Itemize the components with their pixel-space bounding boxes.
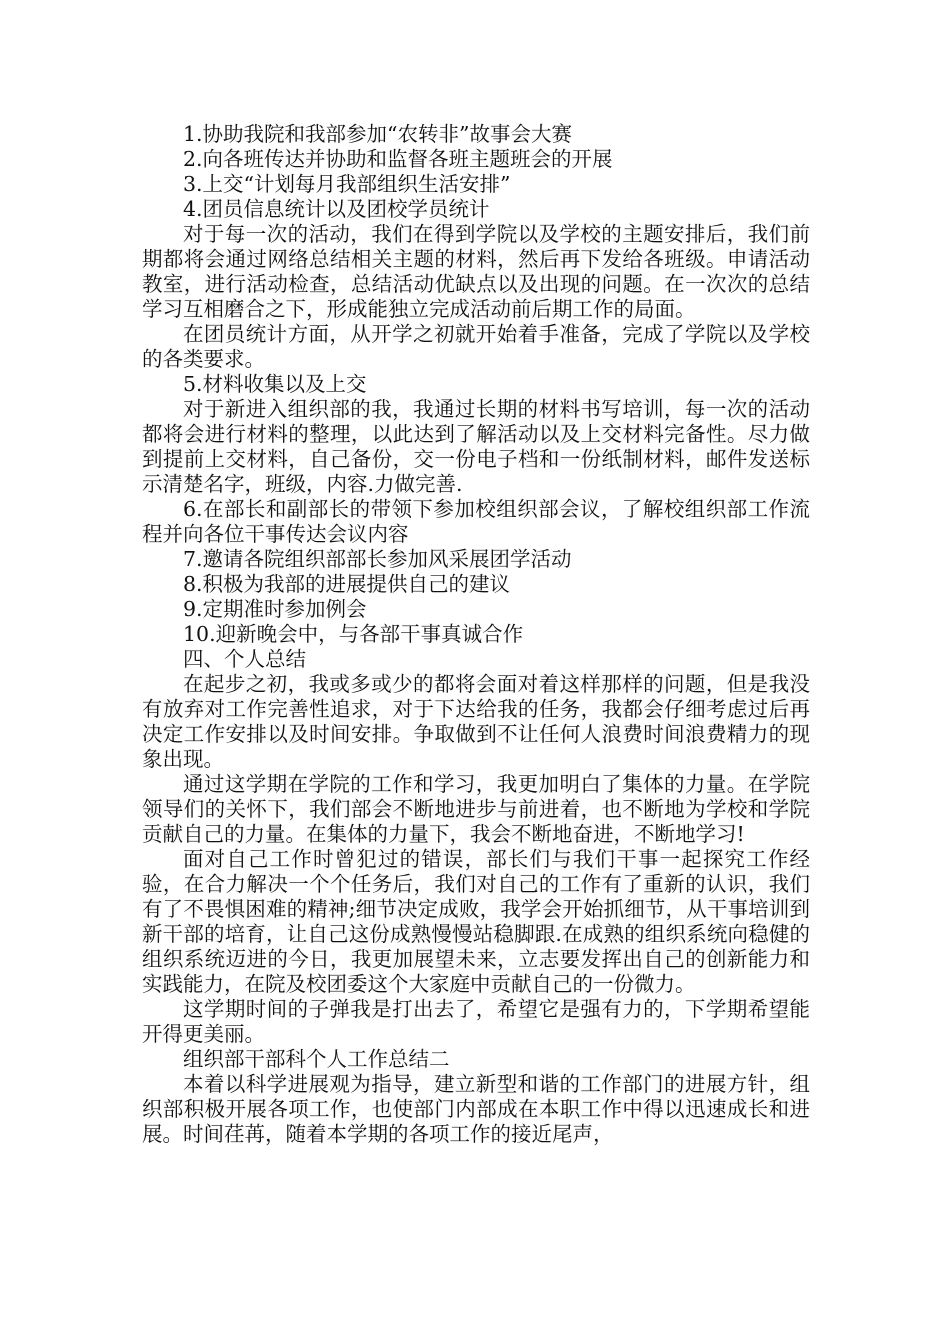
paragraph-beginning: 在起步之初，我或多或少的都将会面对着这样那样的问题，但是我没有放弃对工作完善性追求，对于下达给我的任务，我都会仔细考虑过后再决定工作安排以及时间安排。争取做到不让任何人浪费时间浪费精力的现象出现。 <box>142 672 810 771</box>
paragraph-activities: 对于每一次的活动，我们在得到学院以及学校的主题安排后，我们前期都将会通过网络总结相关主题的材料，然后再下发给各班级。申请活动教室，进行活动检查，总结活动优缺点以及出现的问题。在一次次的总结学习互相磨合之下，形成能独立完成活动前后期工作的局面。 <box>142 222 810 321</box>
list-item-9: 9.定期准时参加例会 <box>183 597 367 621</box>
section-heading-summary-two: 组织部干部科个人工作总结二 <box>183 1047 450 1071</box>
list-item-10: 10.迎新晚会中，与各部干事真诚合作 <box>183 622 524 646</box>
list-item-7: 7.邀请各院组织部部长参加风采展团学活动 <box>183 547 572 571</box>
list-item-3: 3.上交“计划每月我部组织生活安排” <box>183 172 511 196</box>
paragraph-semester-wish: 这学期时间的子弹我是打出去了，希望它是强有力的，下学期希望能开得更美丽。 <box>142 997 810 1046</box>
document-body <box>142 122 810 1147</box>
list-item-5: 5.材料收集以及上交 <box>183 372 367 396</box>
list-item-2: 2.向各班传达并协助和监督各班主题班会的开展 <box>183 147 613 171</box>
section-heading-personal-summary: 四、个人总结 <box>183 647 306 671</box>
paragraph-development: 本着以科学进展观为指导，建立新型和谐的工作部门的进展方针，组织部积极开展各项工作，也使部门内部成在本职工作中得以迅速成长和进展。时间荏苒，随着本学期的各项工作的接近尾声， <box>142 1072 810 1146</box>
list-item-1: 1.协助我院和我部参加“农转非”故事会大赛 <box>183 122 573 146</box>
paragraph-materials: 对于新进入组织部的我，我通过长期的材料书写培训，每一次的活动都将会进行材料的整理，以此达到了解活动以及上交材料完备性。尽力做到提前上交材料，自己备份，交一份电子档和一份纸制材料，邮件发送标示清楚名字，班级，内容.力做完善. <box>142 397 810 496</box>
list-item-4: 4.团员信息统计以及团校学员统计 <box>183 197 490 221</box>
list-item-8: 8.积极为我部的进展提供自己的建议 <box>183 572 511 596</box>
paragraph-mistakes: 面对自己工作时曾犯过的错误，部长们与我们干事一起探究工作经验，在合力解决一个个任务后，我们对自己的工作有了重新的认识，我们有了不畏惧困难的精神;细节决定成败，我学会开始抓细节，从干事培训到新干部的培育，让自己这份成熟慢慢站稳脚跟.在成熟的组织系统向稳健的组织系统迈进的今日，我更加展望未来，立志要发挥出自己的创新能力和实践能力，在院及校团委这个大家庭中贡献自己的一份微力。 <box>142 847 810 996</box>
list-item-6: 6.在部长和副部长的带领下参加校组织部会议，了解校组织部工作流程并向各位干事传达会议内容 <box>142 497 810 546</box>
paragraph-member-statistics: 在团员统计方面，从开学之初就开始着手准备，完成了学院以及学校的各类要求。 <box>142 322 810 371</box>
paragraph-collective-strength: 通过这学期在学院的工作和学习，我更加明白了集体的力量。在学院领导们的关怀下，我们部会不断地进步与前进着，也不断地为学校和学院贡献自己的力量。在集体的力量下，我会不断地奋进，不断地学习! <box>142 772 810 846</box>
